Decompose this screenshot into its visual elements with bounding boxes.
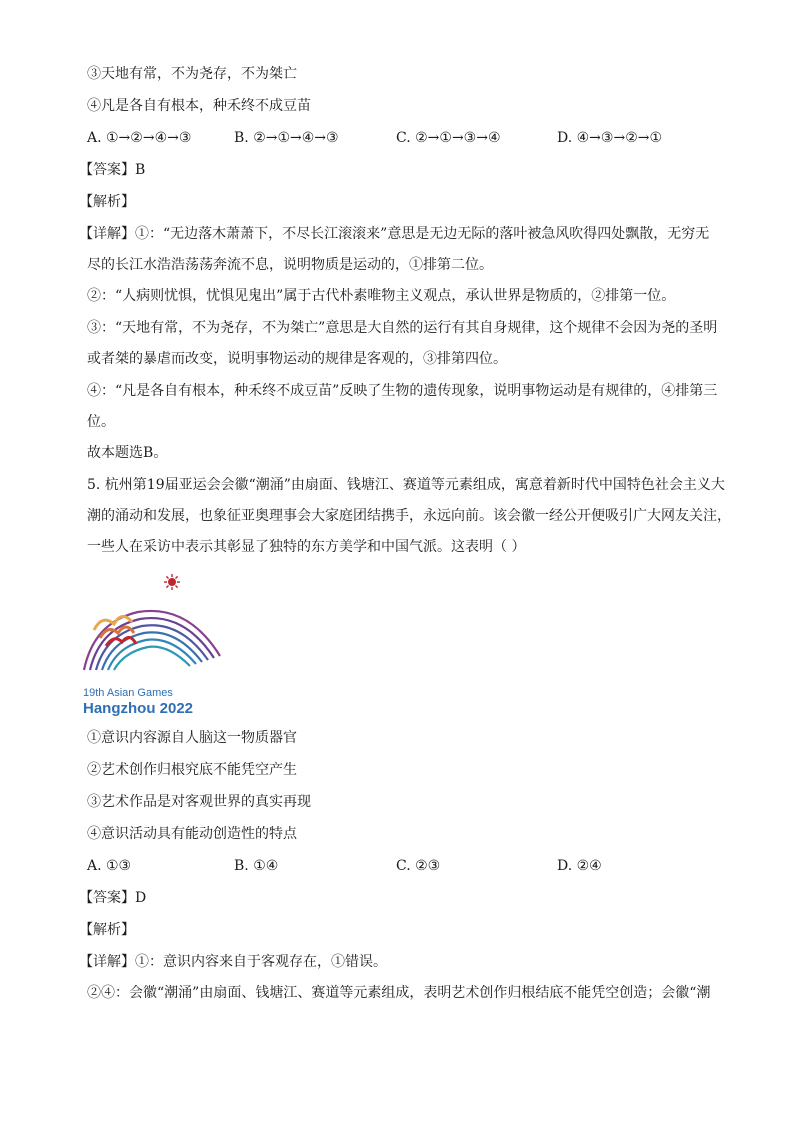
q4-option-a: A. ①→②→④→③ [87,130,192,146]
q5-stem-line: 一些人在采访中表示其彰显了独特的东方美学和中国气派。这表明（ ） [87,539,526,555]
q5-detail-line: 【详解】①：意识内容来自于客观存在，①错误。 [79,954,387,970]
q4-detail-line: ③：“天地有常，不为尧存，不为桀亡”意思是大自然的运行有其自身规律，这个规律不会因为尧的圣明 [87,320,718,336]
q5-analysis-heading: 【解析】 [79,922,135,938]
q4-analysis-heading: 【解析】 [79,194,135,210]
q5-item-3: ③艺术作品是对客观世界的真实再现 [87,794,311,810]
q4-detail-line: ②：“人病则忧惧，忧惧见鬼出”属于古代朴素唯物主义观点，承认世界是物质的，②排第一位。 [87,288,676,304]
logo-line-2: Hangzhou 2022 [83,700,194,717]
q4-detail-line: 或者桀的暴虐而改变，说明事物运动的规律是客观的，③排第四位。 [87,351,507,367]
q4-conclusion: 故本题选B。 [87,445,168,461]
q4-detail-line: ④：“凡是各自有根本，种禾终不成豆苗”反映了生物的遗传现象，说明事物运动是有规律的，④排第三 [87,383,718,399]
q4-options [87,128,727,148]
q5-option-b: B. ①④ [234,858,279,874]
q4-item-3: ③天地有常，不为尧存，不为桀亡 [87,66,297,82]
q4-item-4: ④凡是各自有根本，种禾终不成豆苗 [87,98,311,114]
q5-answer: 【答案】D [79,890,147,906]
q5-options [87,856,727,876]
q5-stem-line: 潮的涌动和发展，也象征亚奥理事会大家庭团结携手，永远向前。该会徽一经公开便吸引广大网友关注， [87,508,731,524]
sun-icon [164,574,180,590]
q4-detail-line: 尽的长江水浩浩荡荡奔流不息，说明物质是运动的，①排第二位。 [87,257,493,273]
q4-option-b: B. ②→①→④→③ [234,130,339,146]
q5-stem-line: 5. 杭州第19届亚运会会徽“潮涌”由扇面、钱塘江、赛道等元素组成，寓意着新时代中国特色社会主义大 [87,477,725,493]
q5-item-1: ①意识内容源自人脑这一物质器官 [87,730,297,746]
q4-answer: 【答案】B [79,162,146,178]
q5-option-a: A. ①③ [87,858,132,874]
q4-option-c: C. ②→①→③→④ [396,130,501,146]
asian-games-logo [80,572,226,718]
q5-item-2: ②艺术创作归根究底不能凭空产生 [87,762,297,778]
q5-detail-line: ②④：会徽“潮涌”由扇面、钱塘江、赛道等元素组成，表明艺术创作归根结底不能凭空创造；会徽“潮 [87,985,711,1001]
q5-item-4: ④意识活动具有能动创造性的特点 [87,826,297,842]
q4-detail-line: 位。 [87,414,115,430]
logo-line-1: 19th Asian Games [83,687,173,699]
asian-games-emblem-icon [80,572,226,718]
q5-option-c: C. ②③ [396,858,441,874]
q4-option-d: D. ④→③→②→① [557,130,663,146]
q5-option-d: D. ②④ [557,858,602,874]
q4-detail-line: 【详解】①：“无边落木萧萧下，不尽长江滚滚来”意思是无边无际的落叶被急风吹得四处飘散，无穷无 [79,226,710,242]
